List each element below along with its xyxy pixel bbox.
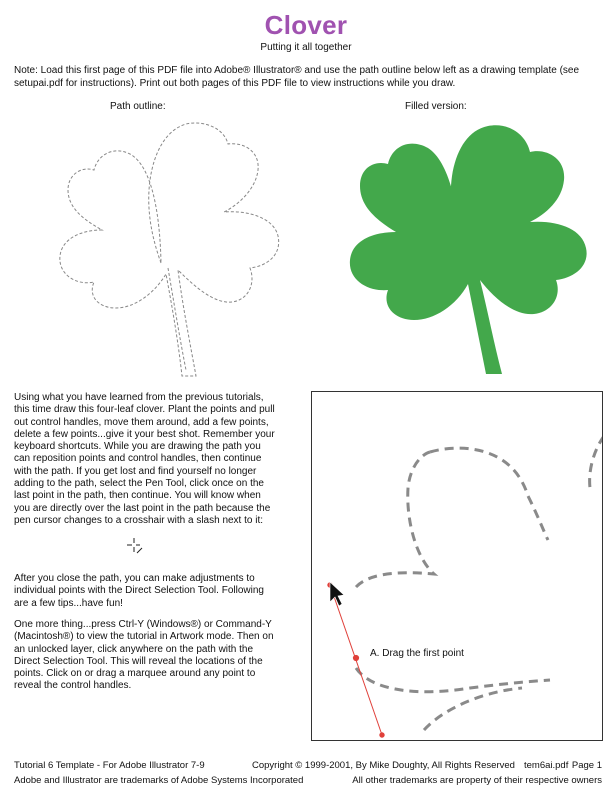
footer-filename: tem6ai.pdf	[524, 760, 569, 771]
path-outline-label: Path outline:	[110, 101, 166, 112]
clover-filled-version	[336, 122, 598, 378]
step-a-label: A. Drag the first point	[370, 648, 464, 659]
handle-point-bottom	[380, 733, 384, 737]
clover-outline-path	[60, 123, 279, 376]
anchor-point	[353, 655, 358, 660]
footer-trademark-adobe: Adobe and Illustrator are trademarks of Adobe Systems Incorporated	[14, 775, 304, 786]
instructions-paragraph-2: After you close the path, you can make adjustments to individual points with the Direct Selection Tool. Following are a few tips...have fun!	[14, 573, 264, 609]
mouse-pointer-icon	[330, 582, 344, 606]
page-title: Clover	[264, 10, 348, 40]
footer-line-1	[14, 760, 602, 771]
footer-tutorial-label: Tutorial 6 Template - For Adobe Illustrator 7-9	[14, 760, 205, 771]
clover-filled-shape	[350, 125, 587, 374]
zoomed-outline-right	[590, 436, 603, 488]
filled-version-label: Filled version:	[405, 101, 467, 112]
page-subtitle: Putting it all together	[260, 42, 352, 53]
zoomed-outline-left	[356, 452, 434, 587]
zoomed-path-canvas	[312, 392, 603, 741]
zoomed-outline-leaf	[430, 448, 548, 540]
pen-crosshair-cursor-icon	[125, 536, 145, 556]
footer-page-number: Page 1	[571, 760, 602, 771]
control-handle	[328, 583, 384, 737]
clover-path-outline	[28, 118, 288, 380]
zoomed-outline-bottom	[424, 688, 522, 730]
instructions-paragraph-3: One more thing...press Ctrl-Y (Windows®) or Command-Y (Macintosh®) to view the tutorial in Artwork mode. Then on an unlocked layer, click anywhere on the path with the Direct Selection Tool. This will reveal the locations of the points. Click on or drag a marquee around any point to reveal the control handles.	[14, 619, 274, 692]
footer-copyright: Copyright © 1999-2001, By Mike Doughty, All Rights Reserved	[252, 760, 515, 771]
intro-note: Note: Load this first page of this PDF file into Adobe® Illustrator® and use the path outline below left as a drawing template (see setupai.pdf for instructions). Print out both pages of this PDF file to view instructions while you draw.	[14, 65, 580, 89]
clover-outline-stem-inner	[168, 268, 186, 370]
footer-trademark-other: All other trademarks are property of their respective owners	[352, 775, 602, 786]
footer-line-2	[14, 775, 602, 786]
instructions-paragraph-1: Using what you have learned from the previous tutorials, this time draw this four-leaf clover. Plant the points and pull out control handles, move them around, add a few points, delete a few points...give it your best shot. Remember your keyboard shortcuts. While you are drawing the path you can reposition points and control handles, then continue with the path. If you get lost and find yourself no longer adding to the path, select the Pen Tool, click once on the last point in the path, then continue. You will know when you are directly over the last point in the path because the pen cursor changes to a crosshair with a slash next to it:	[14, 392, 275, 526]
zoomed-drawing-panel	[311, 391, 603, 741]
